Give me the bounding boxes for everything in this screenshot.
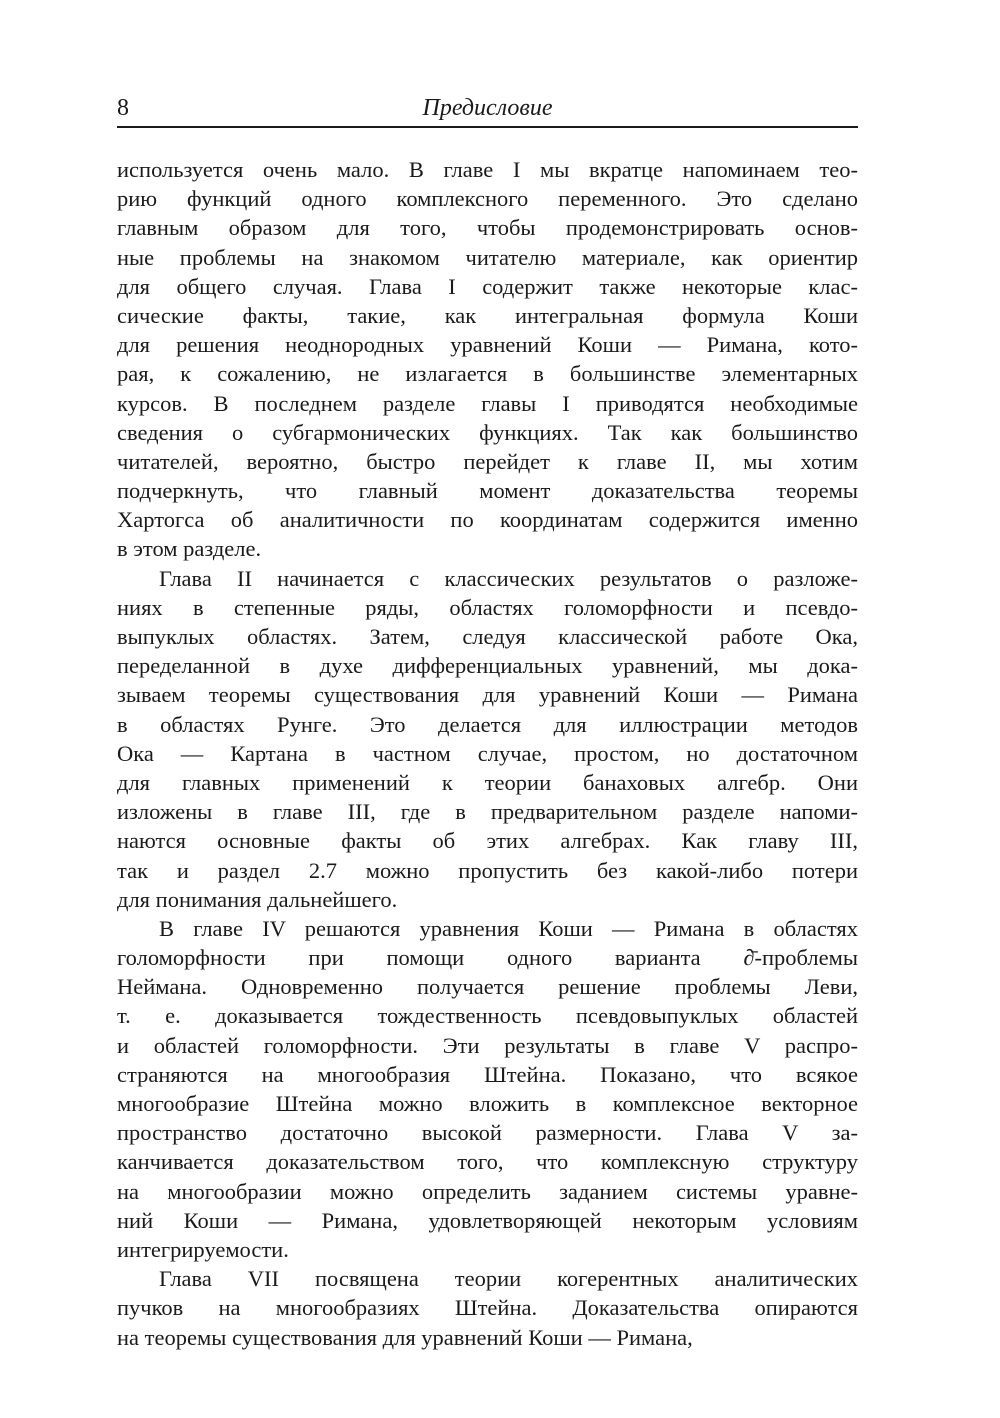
paragraph (117, 914, 858, 1264)
text-line: сведения о субгармонических функциях. Так как большинство (117, 419, 858, 445)
text-line: изложены в главе III, где в предварительном разделе напоми- (117, 799, 858, 825)
text-line: и областей голоморфности. Эти результаты в главе V распро- (117, 1032, 858, 1058)
paragraph (117, 155, 858, 564)
text-line: пространство достаточно высокой размерности. Глава V за- (117, 1120, 858, 1146)
text-line: интегрируемости. (117, 1236, 289, 1262)
text-line: для понимания дальнейшего. (117, 886, 398, 912)
body-text (117, 155, 858, 1352)
text-line: многообразие Штейна можно вложить в комплексное векторное (117, 1091, 858, 1116)
text-line: ниях в степенные ряды, областях голоморфности и псевдо- (117, 594, 858, 620)
paragraph (117, 564, 858, 914)
text-line: для общего случая. Глава I содержит также некоторые клас- (117, 273, 858, 299)
text-line: В главе IV решаются уравнения Коши — Римана в областях (159, 915, 858, 941)
text-line: для решения неоднородных уравнений Коши — Римана, кото- (117, 332, 858, 358)
text-line: так и раздел 2.7 можно пропустить без какой-либо потери (117, 857, 858, 883)
text-line: в этом разделе. (117, 536, 262, 562)
text-line: главным образом для того, чтобы продемонстрировать основ- (117, 215, 858, 241)
paragraph (117, 1264, 858, 1352)
running-title: Предисловие (422, 95, 553, 121)
text-line: Ока — Картана в частном случае, простом, но достаточном (117, 740, 858, 766)
text-line: канчивается доказательством того, что комплексную структуру (117, 1149, 858, 1175)
text-line: рию функций одного комплексного переменного. Это сделано (117, 186, 858, 212)
text-line: сические факты, такие, как интегральная формула Коши (117, 302, 858, 328)
text-line: в областях Рунге. Это делается для иллюстрации методов (117, 711, 858, 737)
text-line: выпуклых областях. Затем, следуя классической работе Ока, (117, 624, 858, 649)
text-line: зываем теоремы существования для уравнений Коши — Римана (117, 682, 858, 708)
text-line: на теоремы существования для уравнений Коши — Римана, (117, 1324, 693, 1350)
text-line: курсов. В последнем разделе главы I приводятся необходимые (117, 390, 858, 416)
text-line: рая, к сожалению, не излагается в большинстве элементарных (117, 361, 858, 387)
text-line: для главных применений к теории банаховых алгебр. Они (117, 769, 858, 795)
text-line: используется очень мало. В главе I мы вкратце напоминаем тео- (117, 157, 858, 182)
text-line: страняются на многообразия Штейна. Показано, что всякое (117, 1061, 858, 1087)
text-line: т. е. доказывается тождественность псевдовыпуклых областей (117, 1003, 858, 1029)
page-number: 8 (117, 95, 129, 121)
text-line: Глава II начинается с классических результатов о разложе- (159, 565, 858, 591)
text-line: Неймана. Одновременно получается решение проблемы Леви, (117, 974, 858, 1000)
text-line: на многообразии можно определить заданием системы уравне- (117, 1178, 858, 1204)
text-line: пучков на многообразиях Штейна. Доказательства опираются (117, 1295, 858, 1321)
text-line: переделанной в духе дифференциальных уравнений, мы дока- (117, 653, 858, 679)
text-line: Глава VII посвящена теории когерентных аналитических (159, 1266, 858, 1292)
page-header (117, 92, 858, 124)
text-line: ные проблемы на знакомом читателю материале, как ориентир (117, 244, 858, 270)
text-line: наются основные факты об этих алгебрах. Как главу III, (117, 828, 858, 854)
text-line: ний Коши — Римана, удовлетворяющей некоторым условиям (117, 1207, 858, 1233)
text-line: голоморфности при помощи одного варианта ∂̄-проблемы (117, 945, 858, 971)
text-line: Хартогса об аналитичности по координатам содержится именно (117, 507, 858, 533)
header-rule (117, 126, 858, 128)
text-line: подчеркнуть, что главный момент доказательства теоремы (117, 478, 858, 504)
text-line: читателей, вероятно, быстро перейдет к главе II, мы хотим (117, 448, 858, 474)
